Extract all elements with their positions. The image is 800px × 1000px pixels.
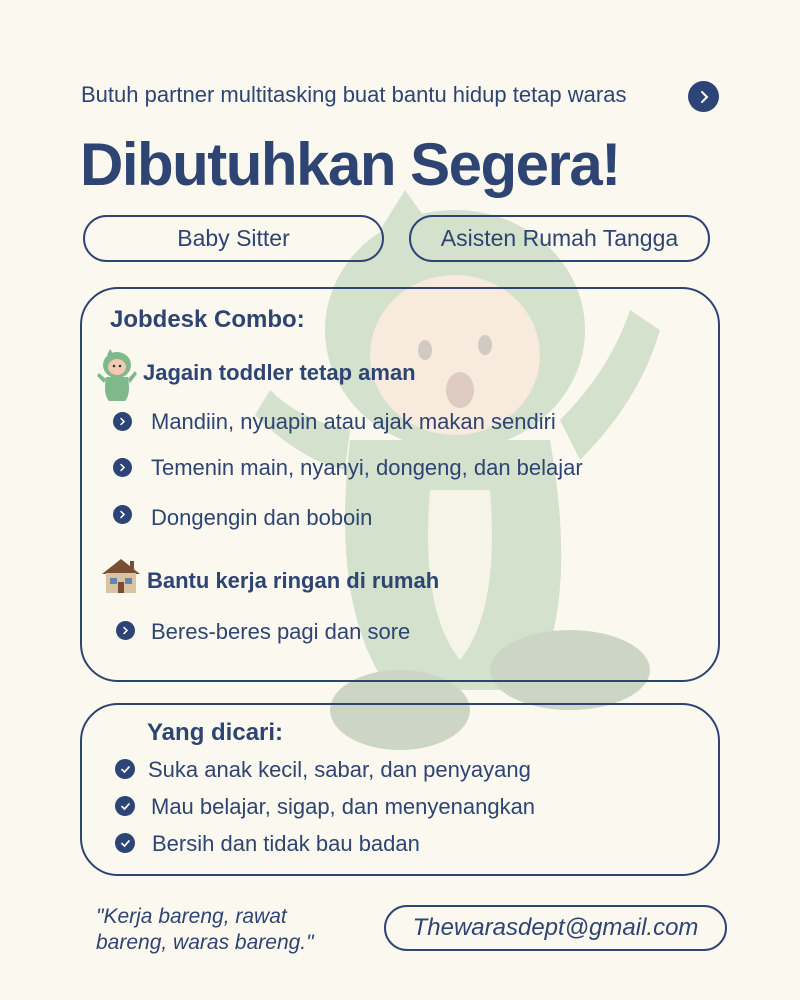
- jobdesk-item: Beres-beres pagi dan sore: [151, 619, 411, 644]
- jobdesk-heading: Jobdesk Combo:: [110, 306, 305, 333]
- section-title-toddler: Jagain toddler tetap aman: [143, 360, 416, 385]
- requirement-item: Suka anak kecil, sabar, dan penyayang: [148, 757, 531, 782]
- email-link[interactable]: Thewarasdept@gmail.com: [384, 905, 727, 951]
- section-title-house: Bantu kerja ringan di rumah: [147, 568, 440, 593]
- quote-line-2: bareng, waras bareng.": [96, 931, 314, 954]
- intro-text: Butuh partner multitasking buat bantu hidup tetap waras: [81, 82, 627, 107]
- page-title: Dibutuhkan Segera!: [80, 131, 620, 198]
- check-icon: [115, 796, 135, 816]
- chevron-right-icon: [113, 458, 132, 477]
- chevron-right-icon: [113, 412, 132, 431]
- role-pill-baby-sitter: Baby Sitter: [83, 215, 384, 262]
- jobdesk-item: Temenin main, nyanyi, dongeng, dan belajar: [151, 455, 583, 480]
- check-icon: [115, 833, 135, 853]
- toddler-icon: [97, 349, 137, 403]
- chevron-right-icon: [113, 505, 132, 524]
- chevron-right-icon: [697, 90, 711, 104]
- jobdesk-item: Dongengin dan boboin: [151, 505, 373, 530]
- quote: [96, 904, 346, 956]
- requirement-item: Bersih dan tidak bau badan: [152, 831, 420, 856]
- role-pill-asisten-rumah-tangga: Asisten Rumah Tangga: [409, 215, 710, 262]
- quote-line-1: "Kerja bareng, rawat: [96, 905, 287, 928]
- chevron-right-button[interactable]: [688, 81, 719, 112]
- requirement-item: Mau belajar, sigap, dan menyenangkan: [151, 794, 536, 819]
- check-icon: [115, 759, 135, 779]
- chevron-right-icon: [116, 621, 135, 640]
- house-icon: [100, 557, 142, 595]
- requirements-heading: Yang dicari:: [147, 719, 284, 746]
- jobdesk-item: Mandiin, nyuapin atau ajak makan sendiri: [151, 409, 556, 434]
